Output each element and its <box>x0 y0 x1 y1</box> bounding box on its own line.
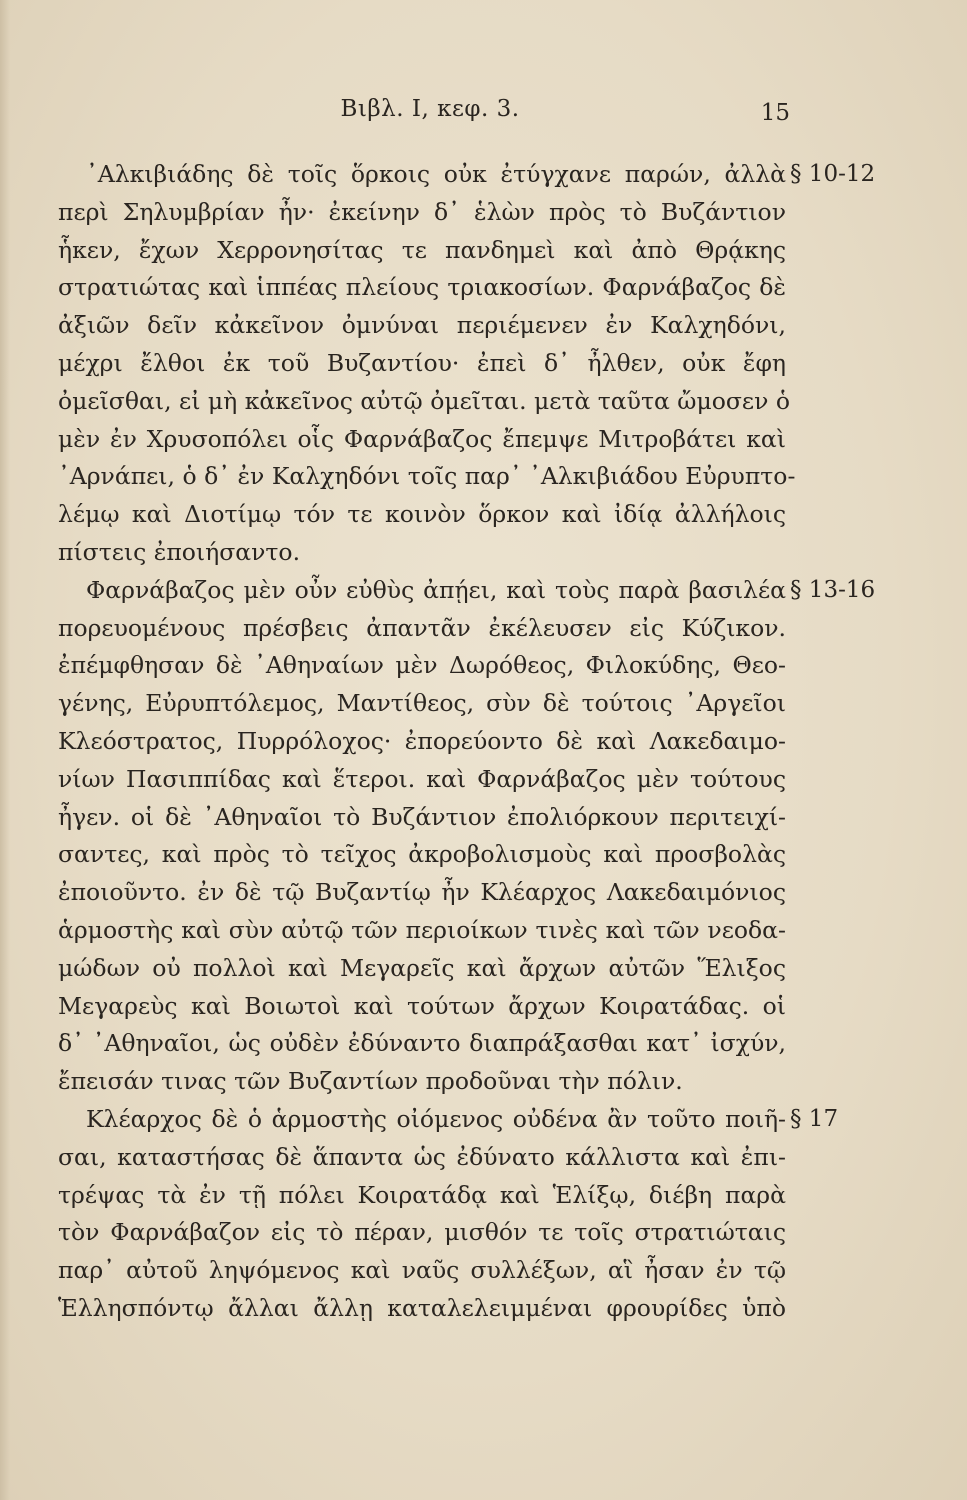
text-line: λέμῳ καὶ Διοτίμῳ τόν τε κοινὸν ὅρκον καὶ ἰδίᾳ ἀλλήλοις <box>58 500 786 529</box>
text-line: ἔπεισάν τινας τῶν Βυζαντίων προδοῦναι τὴν πόλιν. <box>58 1067 683 1096</box>
text-line: στρατιώτας καὶ ἱππέας πλείους τριακοσίων. Φαρνάβαζος δὲ <box>58 273 786 302</box>
body-text <box>58 156 796 1328</box>
text-line: παρ᾿ αὐτοῦ ληψόμενος καὶ ναῦς συλλέξων, αἳ ἦσαν ἐν τῷ <box>58 1256 786 1285</box>
text-line: Ἑλλησπόντῳ ἄλλαι ἄλλῃ καταλελειμμέναι φρουρίδες ὑπὸ <box>58 1293 786 1322</box>
text-line: Μεγαρεὺς καὶ Βοιωτοὶ καὶ τούτων ἄρχων Κοιρατάδας. οἱ <box>58 991 786 1020</box>
text-line: ἐποιοῦντο. ἐν δὲ τῷ Βυζαντίῳ ἦν Κλέαρχος Λακεδαιμόνιος <box>58 878 786 907</box>
text-line: Κλέαρχος δὲ ὁ ἁρμοστὴς οἰόμενος οὐδένα ἂν τοῦτο ποιῆ- <box>86 1104 786 1133</box>
text-line: ᾿Αρνάπει, ὁ δ᾿ ἐν Καλχηδόνι τοῖς παρ᾿ ᾿Αλκιβιάδου Εὐρυπτο- <box>58 462 796 491</box>
text-line: ἐπέμφθησαν δὲ ᾿Αθηναίων μὲν Δωρόθεος, Φιλοκύδης, Θεο- <box>58 651 786 680</box>
text-line: Κλεόστρατος, Πυρρόλοχος· ἐπορεύοντο δὲ καὶ Λακεδαιμο- <box>58 726 786 755</box>
text-line: πορευομένους πρέσβεις ἀπαντᾶν ἐκέλευσεν εἰς Κύζικον. <box>58 613 786 642</box>
text-line: μὲν ἐν Χρυσοπόλει οἷς Φαρνάβαζος ἔπεμψε Μιτροβάτει καὶ <box>58 424 786 453</box>
margin-section-ref: § 17 <box>790 1106 839 1132</box>
text-line: μέχρι ἔλθοι ἐκ τοῦ Βυζαντίου· ἐπεὶ δ᾿ ἦλθεν, οὐκ ἔφη <box>58 348 786 377</box>
text-line: ὀμεῖσθαι, εἰ μὴ κἀκεῖνος αὐτῷ ὀμεῖται. μετὰ ταῦτα ὤμοσεν ὁ <box>58 386 791 415</box>
text-line: ἧκεν, ἔχων Χερρονησίτας τε πανδημεὶ καὶ ἀπὸ Θρᾴκης <box>58 235 786 264</box>
text-line: δ᾿ ᾿Αθηναῖοι, ὡς οὐδὲν ἐδύναντο διαπράξασθαι κατ᾿ ἰσχύν, <box>58 1029 786 1058</box>
text-line: ἀξιῶν δεῖν κἀκεῖνον ὀμνύναι περιέμενεν ἐν Καλχηδόνι, <box>58 311 786 340</box>
text-line: περὶ Σηλυμβρίαν ἦν· ἐκείνην δ᾿ ἑλὼν πρὸς τὸ Βυζάντιον <box>58 197 786 226</box>
page-edge-shadow <box>0 0 10 1500</box>
text-line: τὸν Φαρνάβαζον εἰς τὸ πέραν, μισθόν τε τοῖς στρατιώταις <box>58 1218 786 1247</box>
text-line: σαντες, καὶ πρὸς τὸ τεῖχος ἀκροβολισμοὺς καὶ προσβολὰς <box>58 840 786 869</box>
margin-section-ref: § 10-12 <box>790 161 876 187</box>
text-line: πίστεις ἐποιήσαντο. <box>58 537 301 566</box>
text-line: τρέψας τὰ ἐν τῇ πόλει Κοιρατάδᾳ καὶ Ἑλίξῳ, διέβη παρὰ <box>58 1180 786 1209</box>
running-head: Βιβλ. I, κεφ. 3. <box>340 96 520 122</box>
margin-section-ref: § 13-16 <box>790 576 876 603</box>
text-line: Φαρνάβαζος μὲν οὖν εὐθὺς ἀπῄει, καὶ τοὺς παρὰ βασιλέα <box>86 575 786 604</box>
text-line: σαι, καταστήσας δὲ ἅπαντα ὡς ἐδύνατο κάλλιστα καὶ ἐπι- <box>58 1142 786 1171</box>
page-header <box>0 96 967 136</box>
text-line: νίων Πασιππίδας καὶ ἕτεροι. καὶ Φαρνάβαζος μὲν τούτους <box>58 764 786 793</box>
text-line: γένης, Εὐρυπτόλεμος, Μαντίθεος, σὺν δὲ τούτοις ᾿Αργεῖοι <box>58 689 786 718</box>
page-number: 15 <box>760 100 790 126</box>
text-line: μώδων οὐ πολλοὶ καὶ Μεγαρεῖς καὶ ἄρχων αὐτῶν Ἕλιξος <box>58 953 786 982</box>
text-line: ἦγεν. οἱ δὲ ᾿Αθηναῖοι τὸ Βυζάντιον ἐπολιόρκουν περιτειχί- <box>58 802 786 831</box>
text-line: ᾿Αλκιβιάδης δὲ τοῖς ὅρκοις οὐκ ἐτύγχανε παρών, ἀλλὰ <box>86 160 786 188</box>
text-line: ἁρμοστὴς καὶ σὺν αὐτῷ τῶν περιοίκων τινὲς καὶ τῶν νεοδα- <box>58 915 786 944</box>
